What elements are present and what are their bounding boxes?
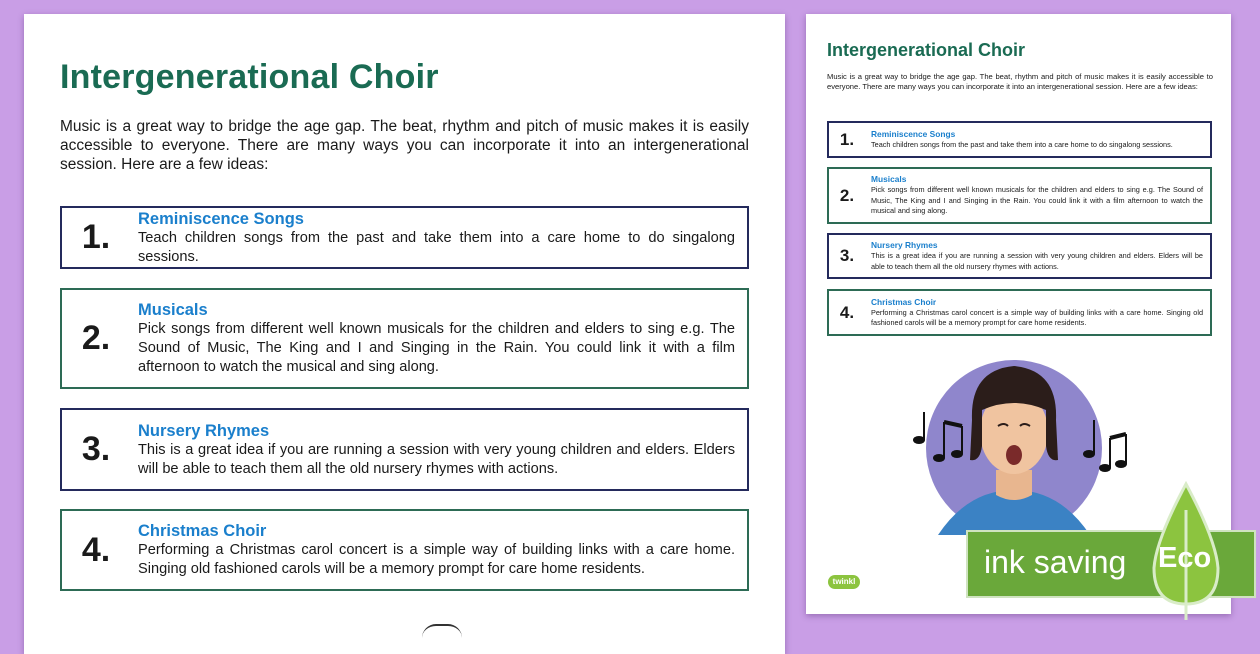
idea-heading: Musicals [138, 301, 208, 319]
idea-number: 3. [839, 246, 855, 265]
page-title: Intergenerational Choir [60, 58, 439, 96]
idea-number: 4. [839, 302, 855, 322]
idea-box-2 [60, 288, 749, 389]
idea-box-1 [60, 206, 749, 269]
idea-heading: Nursery Rhymes [871, 240, 938, 250]
idea-box-4 [60, 509, 749, 591]
idea-heading: Reminiscence Songs [138, 209, 304, 228]
idea-box-2 [827, 167, 1212, 224]
idea-text: Performing a Christmas carol concert is a simple way of building links with a care home. Singing old fashioned carols will be a memory prompt for care home residents. [871, 307, 1203, 327]
idea-heading: Christmas Choir [871, 296, 937, 307]
idea-text: This is a great idea if you are running a session with very young children and elders. Elders will be able to teach them all the old nursery rhymes with actions. [138, 441, 735, 477]
document-page-large [24, 14, 785, 654]
eco-label: Eco [1158, 542, 1212, 574]
idea-heading: Christmas Choir [138, 522, 267, 540]
idea-text: Performing a Christmas carol concert is a simple way of building links with a care home. Singing old fashioned carols will be a memory prompt for care home residents. [138, 542, 735, 577]
idea-text: Teach children songs from the past and take them into a care home to do singalong sessions. [138, 229, 735, 265]
idea-number: 2. [81, 319, 111, 357]
intro-paragraph: Music is a great way to bridge the age gap. The beat, rhythm and pitch of music makes it is easily accessible to everyone. There are many ways you can incorporate it into an intergenerational session. Here are a few ideas: [60, 118, 749, 173]
idea-text: This is a great idea if you are running a session with very young children and elders. Elders will be able to teach them all the old nursery rhymes with actions. [871, 251, 1203, 271]
idea-text: Pick songs from different well known musicals for the children and elders to sing e.g. The Sound of Music, The King and I and Singing in the Rain. You could link it with a film afternoon to watch the musical and sing along. [871, 185, 1203, 216]
idea-heading: Musicals [871, 174, 907, 185]
idea-heading: Nursery Rhymes [138, 421, 270, 440]
idea-text: Pick songs from different well known musicals for the children and elders to sing e.g. The Sound of Music, The King and I and Singing in the Rain. You could link it with a film afternoon to watch the musical and sing along. [138, 321, 735, 375]
idea-text: Teach children songs from the past and take them into a care home to do singalong sessions. [871, 139, 1173, 149]
idea-number: 1. [839, 129, 855, 149]
idea-box-3 [60, 408, 749, 491]
idea-box-4 [827, 289, 1212, 336]
ink-saving-label: ink saving [984, 544, 1127, 580]
idea-number: 4. [81, 530, 111, 569]
idea-number: 2. [839, 185, 855, 205]
idea-number: 1. [81, 218, 111, 256]
singing-woman-illustration [908, 350, 1148, 550]
idea-box-3 [827, 233, 1212, 279]
idea-number: 3. [81, 430, 111, 468]
page-title: Intergenerational Choir [827, 40, 1026, 60]
twinkl-logo: twinkl [828, 575, 860, 589]
intro-paragraph: Music is a great way to bridge the age gap. The beat, rhythm and pitch of music makes it is easily accessible to everyone. There are many ways you can incorporate it into an intergenerational session. Here are a few ideas: [827, 72, 1213, 91]
idea-box-1 [827, 121, 1212, 158]
idea-heading: Reminiscence Songs [871, 128, 956, 139]
cropped-illustration-edge [422, 624, 462, 638]
